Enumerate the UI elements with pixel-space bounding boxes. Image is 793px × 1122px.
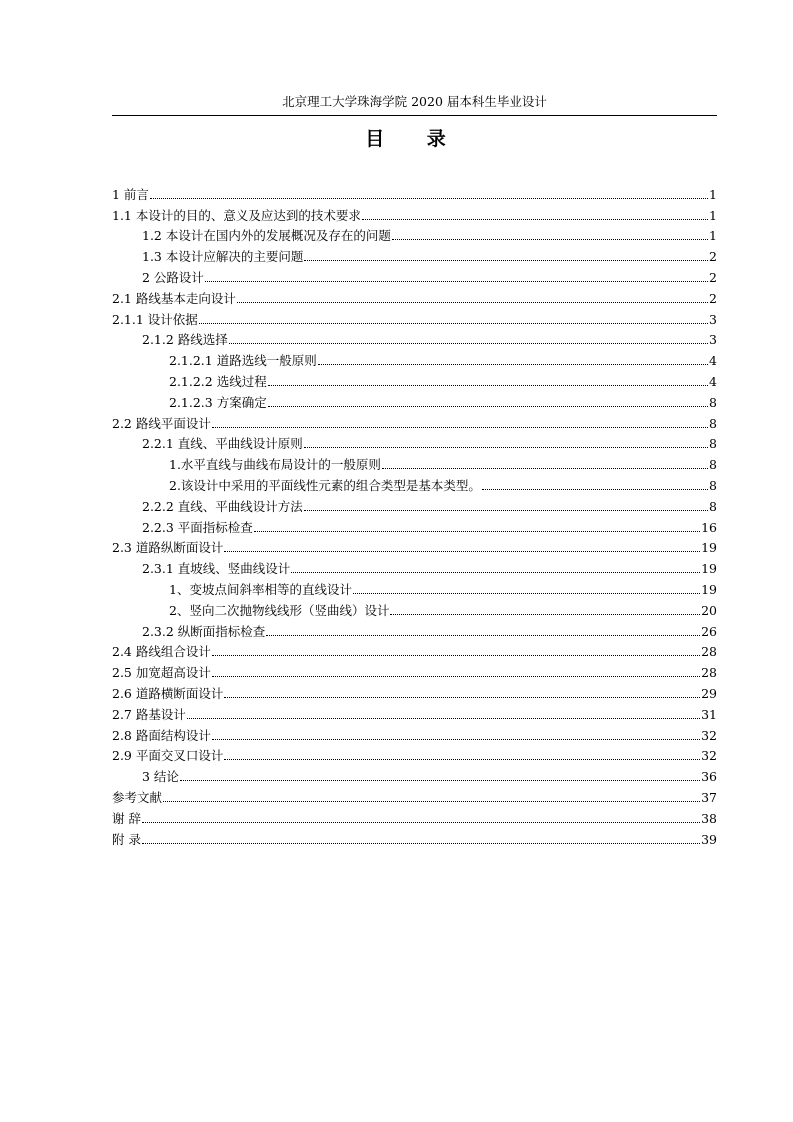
page-title: 目 录 [365,128,464,150]
toc-entry-page-number: 2 [709,249,717,265]
toc-entry-label: 2.6 道路横断面设计 [112,685,224,701]
toc-leader-dots [212,655,700,656]
toc-entry[interactable] [112,597,717,618]
toc-entry-page-number: 32 [701,727,717,743]
toc-entry-page-number: 2 [709,269,717,285]
toc-entry[interactable] [112,576,717,597]
toc-entry-label: 2.1 路线基本走向设计 [112,290,236,306]
toc-entry-label: 2 公路设计 [142,269,204,285]
toc-entry-page-number: 19 [701,581,717,597]
toc-leader-dots [142,822,700,823]
toc-leader-dots [353,593,700,594]
toc-entry-label: 2.9 平面交叉口设计 [112,748,224,764]
toc-entry-label: 1.2 本设计在国内外的发展概况及存在的问题 [142,228,391,244]
toc-leader-dots [266,635,700,636]
toc-entry[interactable] [112,243,717,264]
toc-entry-label: 2.2.3 平面指标检查 [142,519,253,535]
toc-entry[interactable] [112,347,717,368]
toc-entry[interactable] [112,659,717,680]
toc-leader-dots [212,427,708,428]
toc-entry-page-number: 2 [709,290,717,306]
toc-leader-dots [180,780,700,781]
toc-leader-dots [382,468,708,469]
toc-entry-label: 2、竖向二次抛物线线形（竖曲线）设计 [169,602,390,618]
toc-leader-dots [482,489,708,490]
toc-entry-page-number: 8 [709,436,717,452]
page-header: 北京理工大学珠海学院 2020 届本科生毕业设计 [282,94,547,109]
toc-entry-label: 1.1 本设计的目的、意义及应达到的技术要求 [112,207,361,223]
toc-entry-label: 2.3 道路纵断面设计 [112,540,224,556]
toc-entry[interactable] [112,535,717,556]
toc-leader-dots [362,219,708,220]
toc-leader-dots [150,198,708,199]
toc-leader-dots [224,697,700,698]
toc-entry[interactable] [112,389,717,410]
toc-leader-dots [254,531,700,532]
toc-entry-page-number: 39 [701,831,717,847]
toc-entry-label: 2.1.1 设计依据 [112,311,198,327]
toc-entry[interactable] [112,181,717,202]
toc-entry-page-number: 3 [709,332,717,348]
toc-entry[interactable] [112,514,717,535]
toc-entry[interactable] [112,826,717,847]
toc-entry-label: 2.7 路基设计 [112,706,186,722]
toc-entry[interactable] [112,306,717,327]
toc-entry[interactable] [112,680,717,701]
toc-entry[interactable] [112,743,717,764]
toc-entry-page-number: 29 [701,685,717,701]
toc-leader-dots [390,614,700,615]
toc-entry-label: 1 前言 [112,186,149,202]
toc-entry-label: 1、变坡点间斜率相等的直线设计 [169,581,352,597]
header-rule [112,115,717,116]
toc-entry-label: 2.1.2.2 选线过程 [169,373,267,389]
toc-entry-page-number: 28 [701,665,717,681]
toc-entry[interactable] [112,431,717,452]
toc-entry[interactable] [112,618,717,639]
toc-entry[interactable] [112,410,717,431]
toc-leader-dots [268,406,708,407]
toc-entry-page-number: 4 [709,353,717,369]
toc-entry-label: 1.水平直线与曲线布局设计的一般原则 [169,457,381,473]
toc-entry-label: 附 录 [112,831,141,847]
toc-entry[interactable] [112,784,717,805]
toc-entry-page-number: 16 [701,519,717,535]
toc-leader-dots [205,281,708,282]
toc-entry-page-number: 38 [701,810,717,826]
toc-leader-dots [318,364,708,365]
toc-entry-label: 2.2.1 直线、平曲线设计原则 [142,436,303,452]
toc-entry-label: 2.该设计中采用的平面线性元素的组合类型是基本类型。 [169,477,481,493]
toc-entry[interactable] [112,327,717,348]
toc-entry-page-number: 8 [709,477,717,493]
toc-leader-dots [229,343,708,344]
toc-entry-page-number: 36 [701,769,717,785]
toc-entry-page-number: 37 [701,789,717,805]
toc-entry-page-number: 31 [701,706,717,722]
toc-entry-label: 2.3.2 纵断面指标检查 [142,623,266,639]
toc-entry-label: 2.2.2 直线、平曲线设计方法 [142,498,303,514]
toc-leader-dots [199,323,708,324]
toc-entry[interactable] [112,722,717,743]
toc-entry-page-number: 4 [709,373,717,389]
toc-entry-page-number: 8 [709,415,717,431]
toc-entry-label: 谢 辞 [112,810,141,826]
toc-entry-page-number: 8 [709,394,717,410]
toc-entry[interactable] [112,805,717,826]
toc-leader-dots [142,843,700,844]
toc-leader-dots [224,759,700,760]
toc-entry[interactable] [112,223,717,244]
toc-entry[interactable] [112,555,717,576]
toc-entry-page-number: 1 [709,186,717,202]
toc-leader-dots [304,510,708,511]
toc-entry-page-number: 8 [709,498,717,514]
toc-entry-page-number: 28 [701,644,717,660]
toc-entry-page-number: 26 [701,623,717,639]
toc-entry[interactable] [112,451,717,472]
toc-entry-label: 3 结论 [142,769,179,785]
toc-leader-dots [392,239,708,240]
toc-entry-label: 2.5 加宽超高设计 [112,665,211,681]
toc-entry-page-number: 8 [709,457,717,473]
toc-entry[interactable] [112,285,717,306]
toc-leader-dots [304,260,708,261]
toc-entry-page-number: 32 [701,748,717,764]
toc-entry-label: 2.1.2 路线选择 [142,332,228,348]
toc-entry[interactable] [112,701,717,722]
toc-leader-dots [304,447,708,448]
toc-entry-label: 2.1.2.1 道路选线一般原则 [169,353,317,369]
table-of-contents [112,181,717,847]
toc-entry-page-number: 1 [709,207,717,223]
toc-entry-page-number: 3 [709,311,717,327]
toc-leader-dots [268,385,708,386]
toc-leader-dots [212,739,700,740]
toc-entry-label: 2.8 路面结构设计 [112,727,211,743]
toc-entry[interactable] [112,368,717,389]
toc-leader-dots [187,718,700,719]
toc-entry[interactable] [112,202,717,223]
toc-leader-dots [291,572,700,573]
toc-entry-page-number: 19 [701,561,717,577]
toc-leader-dots [224,551,700,552]
toc-entry-page-number: 20 [701,602,717,618]
toc-leader-dots [163,801,700,802]
toc-entry-page-number: 19 [701,540,717,556]
toc-entry[interactable] [112,493,717,514]
toc-entry[interactable] [112,264,717,285]
toc-entry[interactable] [112,763,717,784]
toc-entry-page-number: 1 [709,228,717,244]
toc-entry-label: 2.1.2.3 方案确定 [169,394,267,410]
toc-entry[interactable] [112,639,717,660]
toc-entry-label: 1.3 本设计应解决的主要问题 [142,249,304,265]
toc-leader-dots [237,302,708,303]
toc-entry-label: 2.2 路线平面设计 [112,415,211,431]
toc-entry[interactable] [112,472,717,493]
toc-leader-dots [212,676,700,677]
toc-entry-label: 参考文献 [112,789,163,805]
toc-entry-label: 2.3.1 直坡线、竖曲线设计 [142,561,291,577]
toc-entry-label: 2.4 路线组合设计 [112,644,211,660]
